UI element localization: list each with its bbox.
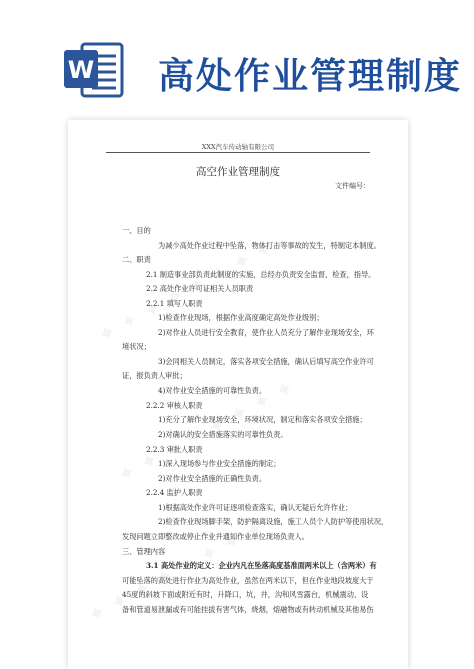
- paragraph-line: 证，报负责人审批；: [122, 371, 187, 380]
- paragraph-line: 4)对作业安全措施的可靠性负责。: [158, 386, 267, 395]
- paragraph-line: 可能坠落的高处进行作业为高处作业，虽然在两米以下，但在作业地段坡度大于: [122, 576, 374, 585]
- document-page: [68, 120, 408, 669]
- paragraph-line: 发现问题立即整改或停止作业并通知作业单位现场负责人。: [122, 532, 309, 541]
- section-heading: 三、管理内容: [122, 547, 166, 556]
- section-heading: 二、职责: [122, 255, 151, 264]
- banner: [0, 0, 474, 115]
- subsection-heading: 2.2.1 填写人职责: [146, 299, 203, 308]
- subsection-heading: 2.2.2 审核人职责: [146, 401, 203, 410]
- company-header: XXX汽车传动轴有限公司: [201, 143, 275, 151]
- word-icon-letter: W: [67, 56, 95, 84]
- paragraph-line: 1)深入现场参与作业安全措施的制定；: [158, 459, 281, 468]
- header-divider: [106, 152, 370, 153]
- subsection-heading: 2.2.3 审批人职责: [146, 445, 203, 454]
- paragraph-line: 45度的斜坡下面或附近有时，升降口，坑，井，沟和风雪露台，机械震动，设: [122, 590, 369, 599]
- paragraph-line: 2)对确认的安全措施落实的可靠性负责。: [158, 430, 288, 439]
- paragraph-line: 备和管道易泄漏或有可能挂拔有害气体，烧烟，熔融物或有转动机械及其他易伤: [122, 605, 374, 614]
- paragraph-line: 1)充分了解作业现场安全，环境状况，制定和落实各项安全措施；: [158, 415, 367, 424]
- paragraph-line: 1)根据高处作业许可证逐项检查落实，确认无疑后允许作业；: [158, 503, 353, 512]
- paragraph-line: 2.1 制造事业部负责此制度的实施，总经办负责安全监督，检查，指导。: [146, 270, 376, 279]
- paragraph-line: 境状况；: [122, 342, 151, 351]
- banner-title: 高处作业管理制度: [158, 56, 463, 97]
- section-heading: 一、目的: [122, 226, 151, 235]
- paragraph-line: 3)会同相关人员制定，落实各项安全措施，确认后填写高空作业许可: [158, 357, 374, 366]
- paragraph-line: 2.2 高处作业许可证相关人员职责: [146, 284, 254, 293]
- paragraph-line: 3.1 高处作业的定义：企业内凡在坠落高度基准面两米以上（含两米）有: [146, 561, 377, 570]
- paragraph-line: 2)检查作业现场脚手架，防护隔离设施，施工人员个人防护等使用状况，: [158, 517, 389, 526]
- paragraph-line: 2)对作业人员进行安全教育，使作业人员充分了解作业现场安全，环: [158, 328, 374, 337]
- document-title: 高空作业管理制度: [196, 166, 280, 178]
- paragraph-line: 为减少高处作业过程中坠落，物体打击等事故的发生，特制定本制度。: [158, 241, 381, 250]
- subsection-heading: 2.2.4 监护人职责: [146, 488, 203, 497]
- paragraph-line: 1)检查作业现场，根据作业高度确定高处作业级别；: [158, 313, 324, 322]
- document-number-label: 文件编号：: [335, 182, 370, 190]
- word-document-icon: [62, 38, 126, 102]
- paragraph-line: 2)对作业安全措施的正确性负责。: [158, 474, 267, 483]
